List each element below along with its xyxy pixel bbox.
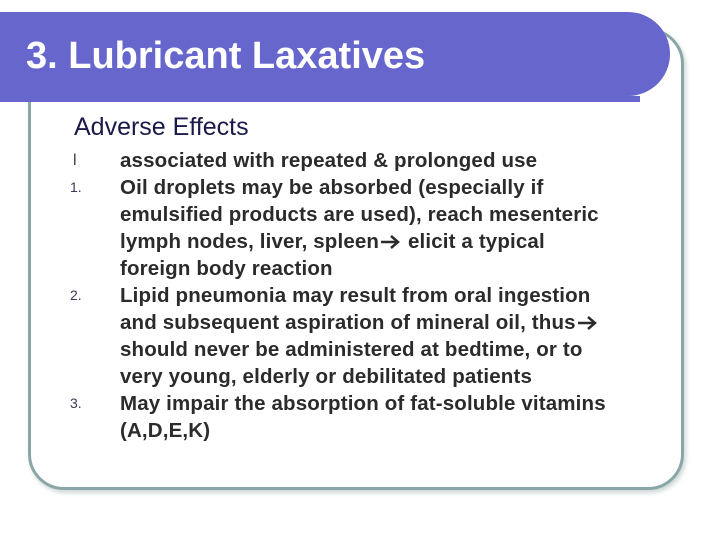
adverse-effects-list <box>70 147 690 444</box>
list-item-text: Lipid pneumonia may result from oral ingestion and subsequent aspiration of mineral oil, thus should never be administered at bedtime, or to very young, elderly or debilitated patients <box>120 282 690 390</box>
list-item-text: May impair the absorption of fat-soluble vitamins (A,D,E,K) <box>120 392 606 442</box>
list-number: 3. <box>70 395 82 411</box>
list-item <box>70 147 690 174</box>
right-arrow-icon <box>380 234 400 250</box>
bullet-marker: l <box>73 152 77 169</box>
slide-title: 3. Lubricant Laxatives <box>26 35 426 77</box>
list-number: 2. <box>70 287 82 303</box>
list-item <box>70 174 690 282</box>
subheading: Adverse Effects <box>74 113 249 141</box>
list-item <box>70 390 690 444</box>
right-arrow-icon <box>577 315 597 331</box>
title-underline <box>0 96 640 102</box>
list-number: 1. <box>70 179 82 195</box>
list-item-text: associated with repeated & prolonged use <box>120 149 538 172</box>
list-item-text: Oil droplets may be absorbed (especially if emulsified products are used), reach mesenteric lymph nodes, liver, spleen elicit a typical foreign body reaction <box>120 176 599 280</box>
list-item <box>70 282 690 390</box>
